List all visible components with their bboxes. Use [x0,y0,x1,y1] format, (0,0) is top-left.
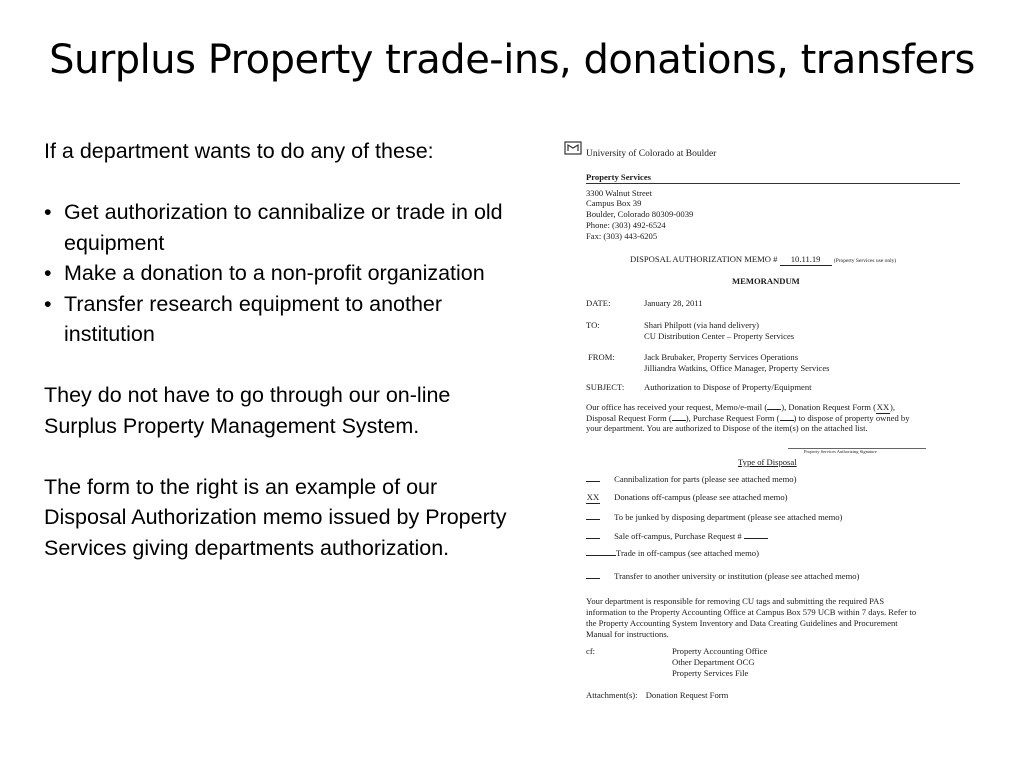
to-line: Shari Philpott (via hand delivery) [644,320,760,330]
disposal-option: Transfer to another university or institution (please see attached memo) [586,571,859,582]
bullet-item: • Transfer research equipment to another institution [44,289,524,350]
option-mark: XX [586,492,600,502]
memo-address-line: 3300 Walnut Street [586,188,652,198]
option-mark [586,578,600,579]
cf-line: Other Department OCG [672,657,755,667]
date-label: DATE: [586,298,611,308]
option-mark [586,481,600,482]
bullet-item: • Make a donation to a non-profit organization [44,258,524,289]
university-logo-icon [564,140,582,156]
bullet-dot-icon: • [44,200,52,224]
option-mark [586,555,616,556]
paragraph-form-example: The form to the right is an example of our Disposal Authorization memo issued by Property Services giving departments authorization. [44,474,507,560]
memo-number-note: (Property Services use only) [833,258,897,264]
responsibility-line: Your department is responsible for removing CU tags and submitting the required PAS [586,596,885,606]
responsibility-line: the Property Accounting System Inventory and Data Creating Guidelines and Procurement [586,618,898,628]
type-of-disposal-heading: Type of Disposal [738,457,797,467]
disposal-option: To be junked by disposing department (please see attached memo) [586,512,842,523]
memo-address-line: Boulder, Colorado 80309-0039 [586,209,694,219]
memo-body-line: your department. You are authorized to Dispose of the item(s) on the attached list. [586,423,868,433]
disposal-option: Trade in off-campus (see attached memo) [586,548,759,559]
slide-body [44,136,524,563]
subject-label: SUBJECT: [586,382,625,392]
paragraph-online-system: They do not have to go through our on-line Surplus Property Management System. [44,383,451,438]
slide-title: Surplus Property trade-ins, donations, transfers [49,37,975,83]
option-mark [586,519,600,520]
memo-university: University of Colorado at Boulder [586,149,717,159]
from-label: FROM: [588,352,615,362]
memo-address-line: Phone: (303) 492-6524 [586,220,666,230]
memo-image [564,136,964,706]
memorandum-heading: MEMORANDUM [732,276,800,286]
memo-body-line: Our office has received your request, Memo/e-mail ( ), Donation Request Form (XX), [586,402,895,412]
to-line: CU Distribution Center – Property Services [644,331,795,341]
bullet-list [44,197,524,350]
to-label: TO: [586,320,600,330]
memo-address-line: Campus Box 39 [586,198,642,208]
memo-number-line: DISPOSAL AUTHORIZATION MEMO # 10.11.19 (Property Services use only) [630,254,897,264]
donation-form-mark: XX [876,402,890,412]
disposal-option: XX Donations off-campus (please see attached memo) [586,492,788,502]
memo-number: 10.11.19 [780,254,832,266]
from-line: Jilliandra Watkins, Office Manager, Property Services [644,363,830,373]
cf-label: cf: [586,646,596,656]
cf-line: Property Accounting Office [672,646,768,656]
option-mark [586,538,600,539]
memo-dept: Property Services [586,172,651,182]
signature-note: Property Services Authorizing Signature [804,449,877,454]
disposal-option: Sale off-campus, Purchase Request # [586,531,768,542]
memo-header-rule [586,183,960,184]
bullet-dot-icon: • [44,291,52,316]
bullet-item: • Get authorization to cannibalize or trade in old equipment [44,197,524,258]
subject-value: Authorization to Dispose of Property/Equipment [644,382,812,392]
responsibility-line: Manual for instructions. [586,629,669,639]
responsibility-line: information to the Property Accounting Office at Campus Box 579 UCB within 7 days. Refer to [586,607,917,617]
bullet-dot-icon: • [44,261,52,285]
date-value: January 28, 2011 [644,298,703,308]
purchase-request-number [744,538,768,539]
from-line: Jack Brubaker, Property Services Operations [644,352,799,362]
cf-line: Property Services File [672,668,749,678]
memo-address-line: Fax: (303) 443-6205 [586,231,658,241]
intro-text: If a department wants to do any of these: [44,139,434,163]
disposal-option: Cannibalization for parts (please see attached memo) [586,474,796,485]
attachments-line: Attachment(s): Donation Request Form [586,690,729,700]
memo-body-line: Disposal Request Form ( ), Purchase Request Form ( ) to dispose of property owned by [586,413,910,423]
